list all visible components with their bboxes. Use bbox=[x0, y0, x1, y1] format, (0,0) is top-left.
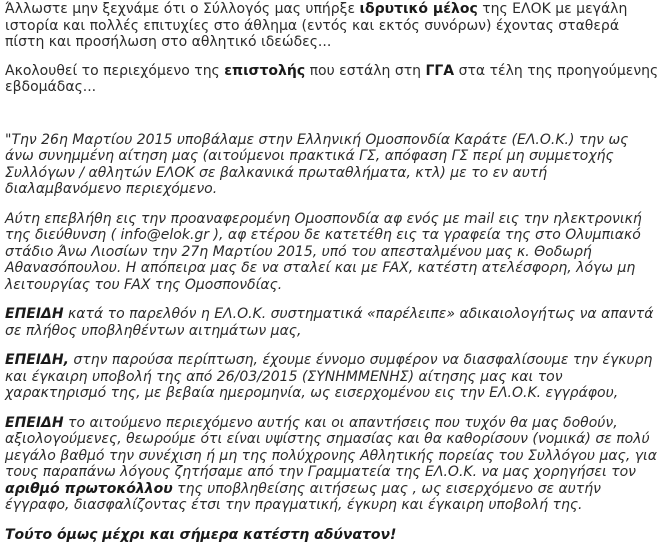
closing-statement: Τούτο όμως μέχρι και σήμερα κατέστη αδύνατον! bbox=[5, 527, 660, 543]
letter-emphasis: επιστολής bbox=[224, 63, 305, 79]
letter-text: της υποβληθείσης αιτήσεως μας , ως εισερχόμενο σε αυτήν έγγραφο, διασφαλίζοντας έτσι την πραγματική, έγκυρη και έγκαιρη υποβολή της. bbox=[5, 481, 601, 514]
gga-emphasis: ΓΓΑ bbox=[425, 63, 454, 79]
letter-paragraph-3 bbox=[5, 306, 660, 339]
letter-text: το αιτούμενο περιεχόμενο αυτής και οι απαντήσεις που τυχόν θα μας δοθούν, αξιολογούμενες, θεωρούμε ότι είναι υψίστης σημασίας και θα καθορίσουν (νομικά) σε πολύ μεγάλο βαθμό την συνέχιση ή μη της πολύχρονης Αθλητικής πορείας του Συλλόγου μας, για τους παραπάνω λόγους ζητήσαμε από την Γραμματεία της ΕΛ.Ο.Κ. να μας χορηγήσει τον bbox=[5, 415, 657, 481]
intro-text: που εστάλη στη bbox=[305, 63, 425, 79]
epeidi-emphasis: ΕΠΕΙΔΗ bbox=[5, 415, 64, 431]
epeidi-emphasis: ΕΠΕΙΔΗ bbox=[5, 306, 64, 322]
intro-text: στα τέλη της προηγούμενης εβδομάδας... bbox=[5, 63, 658, 96]
intro-text: Άλλωστε μην ξεχνάμε ότι ο Σύλλογός μας υπήρξε bbox=[5, 1, 360, 17]
letter-intro-paragraph bbox=[5, 63, 660, 96]
epeidi-emphasis: ΕΠΕΙΔΗ, bbox=[5, 352, 69, 368]
letter-paragraph-2: Αύτη επεβλήθη εις την προαναφερομένη Ομοσπονδία αφ ενός με mail εις την ηλεκτρονική της διεύθυνση ( info@elok.gr ), αφ ετέρου δε κατετέθη εις τα γραφεία της στο Ολυμπιακό στάδιο Άνω Λιοσίων την 27η Μαρτίου 2015, υπό του απεσταλμένου μας κ. Θοδωρή Αθανασόπουλου. Η απόπειρα μας δε να σταλεί και με FAX, κατέστη ατελέσφορη, λόγω μη λειτουργίας του FAX της Ομοσπονδίας. bbox=[5, 211, 660, 294]
article-body bbox=[0, 1, 664, 500]
founding-member-emphasis: ιδρυτικό μέλος bbox=[360, 1, 478, 17]
protocol-number-emphasis: αριθμό πρωτοκόλλου bbox=[5, 481, 173, 497]
intro-text: Ακολουθεί το περιεχόμενο της bbox=[5, 63, 224, 79]
intro-text: της ΕΛΟΚ με μεγάλη ιστορία και πολλές επιτυχίες στο άθλημα (εντός και εκτός συνόρων) έχοντας σταθερά πίστη και προσήλωση στο αθλητικό ιδεώδες... bbox=[5, 1, 627, 50]
letter-paragraph-1: "Την 26η Μαρτίου 2015 υποβάλαμε στην Ελληνική Ομοσπονδία Καράτε (ΕΛ.Ο.Κ.) την ως άνω συνημμένη αίτηση μας (αιτούμενοι πρακτικά ΓΣ, απόφαση ΓΣ περί μη συμμετοχής Συλλόγων / αθλητών ΕΛΟΚ σε βαλκανικά πρωταθλήματα, κτλ) με το εν αυτή διαλαμβανόμενο περιεχόμενο. bbox=[5, 132, 660, 198]
intro-paragraph bbox=[5, 1, 660, 51]
letter-text: κατά το παρελθόν η ΕΛ.Ο.Κ. συστηματικά «παρέλειπε» αδικαιολογήτως να απαντά σε πλήθος υποβληθέντων αιτημάτων μας, bbox=[5, 306, 653, 339]
letter-paragraph-4 bbox=[5, 352, 660, 402]
letter-text: στην παρούσα περίπτωση, έχουμε έννομο συμφέρον να διασφαλίσουμε την έγκυρη και έγκαιρη υποβολή της από 26/03/2015 (ΣΥΝΗΜΜΕΝΗΣ) αίτησης μας και τον χαρακτηρισμό της, με βεβαία ημερομηνία, ως εισερχομένου εις την ΕΛ.Ο.Κ. εγγράφου, bbox=[5, 352, 652, 401]
